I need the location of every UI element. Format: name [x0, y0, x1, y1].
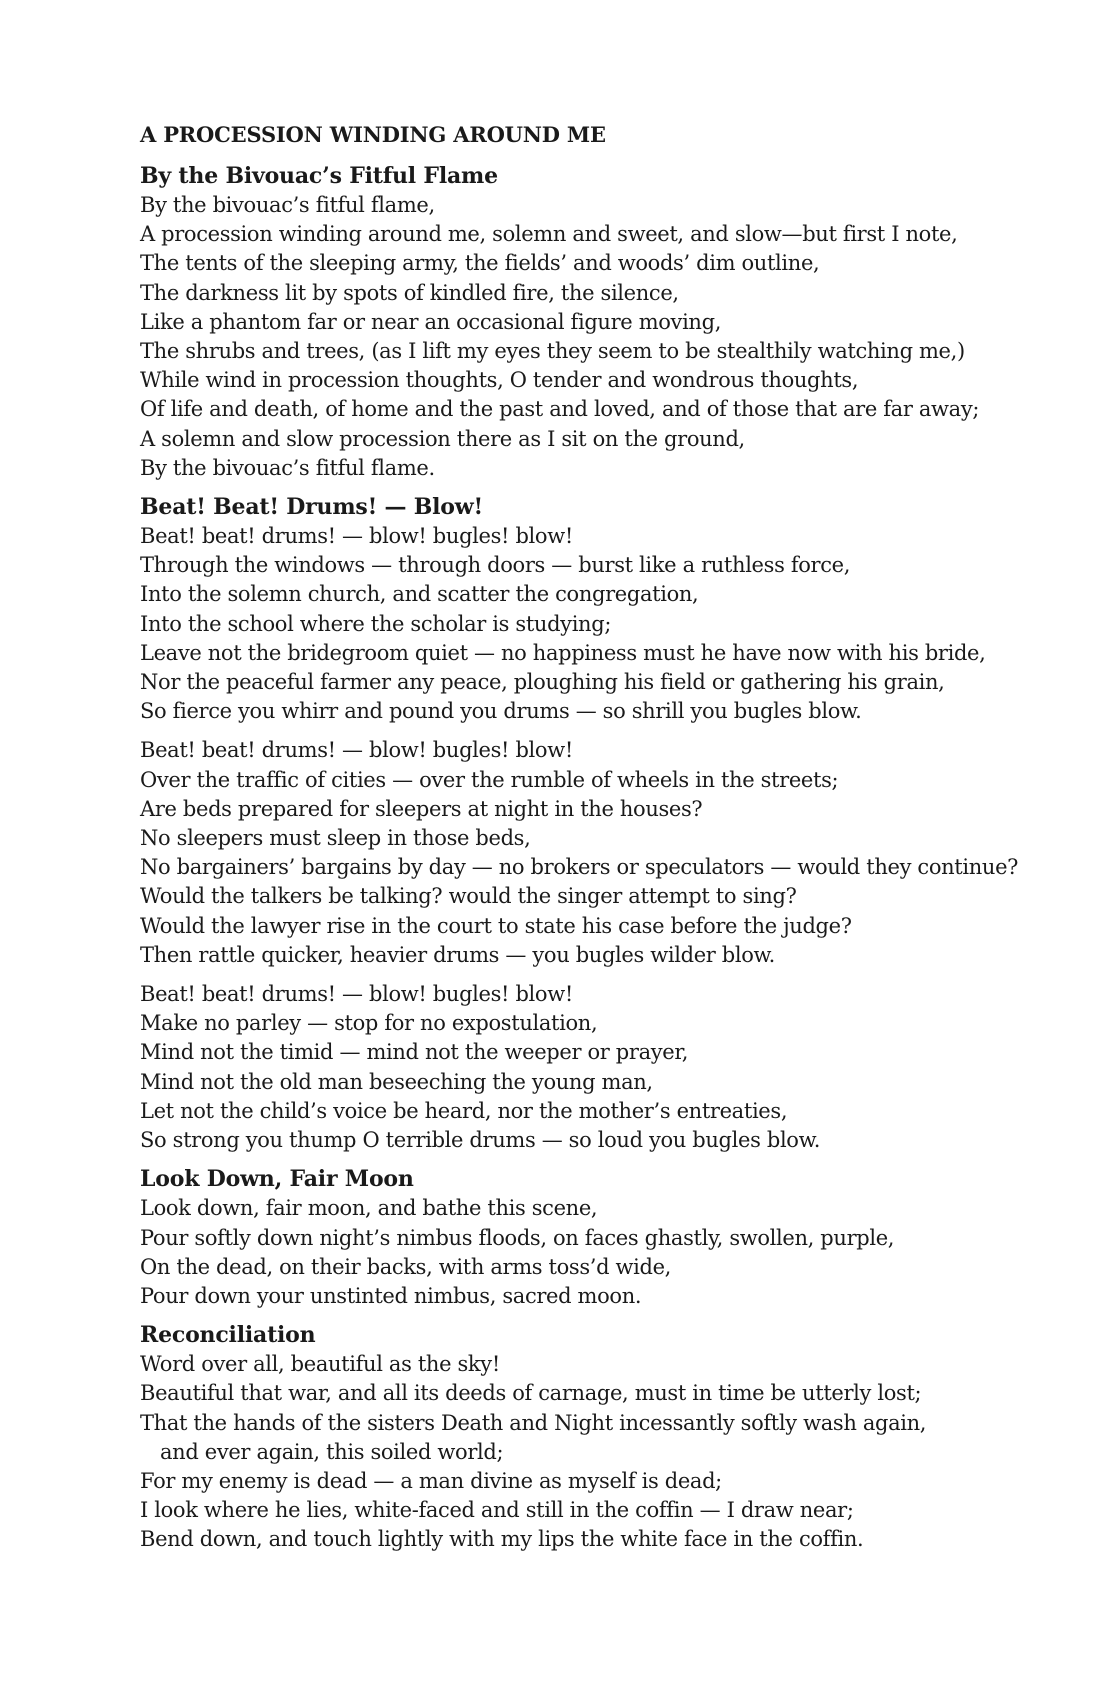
poem-title: By the Bivouac’s Fitful Flame: [140, 163, 498, 189]
poem: [140, 493, 1060, 1155]
poem-line: Like a phantom far or near an occasional figure moving,: [140, 309, 722, 334]
poem-line: So strong you thump O terrible drums — so loud you bugles blow.: [140, 1128, 821, 1153]
poem: [140, 1165, 1060, 1311]
poem: [140, 162, 1060, 483]
poem-line: By the bivouac’s fitful flame.: [140, 455, 435, 480]
poem-line: Would the talkers be talking? would the singer attempt to sing?: [140, 884, 797, 909]
poem-line: Are beds prepared for sleepers at night in the houses?: [140, 796, 703, 821]
poem-line: Mind not the timid — mind not the weeper or prayer,: [140, 1040, 689, 1065]
poem-line: Mind not the old man beseeching the young man,: [140, 1069, 653, 1094]
poem-line: Into the school where the scholar is studying;: [140, 611, 612, 636]
poem-line: Make no parley — stop for no expostulation,: [140, 1011, 598, 1036]
poem-line: Over the traffic of cities — over the rumble of wheels in the streets;: [140, 767, 839, 792]
poem-line: On the dead, on their backs, with arms toss’d wide,: [140, 1254, 671, 1279]
poem-line: For my enemy is dead — a man divine as myself is dead;: [140, 1468, 722, 1493]
poem-line: and ever again, this soiled world;: [160, 1439, 504, 1464]
stanza: [140, 1350, 1060, 1554]
stanza: [140, 1194, 1060, 1311]
poem-line: Pour down your unstinted nimbus, sacred moon.: [140, 1283, 642, 1308]
poem-title: Beat! Beat! Drums! — Blow!: [140, 494, 483, 521]
poem-line: Word over all, beautiful as the sky!: [140, 1352, 500, 1377]
document-page: [140, 112, 1060, 1565]
poem-line: Let not the child’s voice be heard, nor the mother’s entreaties,: [140, 1098, 788, 1123]
poem-line: While wind in procession thoughts, O tender and wondrous thoughts,: [140, 368, 859, 393]
poem-title: Look Down, Fair Moon: [140, 1166, 414, 1193]
poem-line: No sleepers must sleep in those beds,: [140, 826, 531, 851]
poem-line: Beat! beat! drums! — blow! bugles! blow!: [140, 982, 573, 1007]
poem-line: That the hands of the sisters Death and Night incessantly softly wash again,: [140, 1410, 927, 1435]
poem-line: A solemn and slow procession there as I sit on the ground,: [140, 426, 745, 451]
poem-line: The darkness lit by spots of kindled fire, the silence,: [140, 280, 679, 305]
poem-line: Pour softly down night’s nimbus floods, on faces ghastly, swollen, purple,: [140, 1225, 895, 1250]
poem-title: Reconciliation: [140, 1322, 316, 1349]
poem-line: Bend down, and touch lightly with my lips the white face in the coffin.: [140, 1527, 864, 1552]
document-title: A PROCESSION WINDING AROUND ME: [140, 122, 606, 147]
poem-line: Beat! beat! drums! — blow! bugles! blow!: [140, 524, 573, 549]
poem-line: A procession winding around me, solemn and sweet, and slow—but first I note,: [140, 222, 958, 247]
poem-line: Into the solemn church, and scatter the congregation,: [140, 582, 699, 607]
poem-line: Look down, fair moon, and bathe this scene,: [140, 1196, 598, 1221]
poem-line: Leave not the bridegroom quiet — no happiness must he have now with his bride,: [140, 640, 986, 665]
poem-line: Would the lawyer rise in the court to state his case before the judge?: [140, 913, 852, 938]
stanza: [140, 980, 1060, 1155]
poem-line: Beat! beat! drums! — blow! bugles! blow!: [140, 738, 573, 763]
poem-line: I look where he lies, white-faced and still in the coffin — I draw near;: [140, 1498, 854, 1523]
poem-line: Nor the peaceful farmer any peace, ploughing his field or gathering his grain,: [140, 670, 945, 695]
poem-line: The tents of the sleeping army, the fields’ and woods’ dim outline,: [140, 251, 820, 276]
poem-line: Of life and death, of home and the past and loved, and of those that are far away;: [140, 397, 980, 422]
poem: [140, 1321, 1060, 1554]
poem-line: No bargainers’ bargains by day — no brokers or speculators — would they continue?: [140, 855, 1019, 880]
poem-line: Beautiful that war, and all its deeds of carnage, must in time be utterly lost;: [140, 1381, 922, 1406]
poem-line: Through the windows — through doors — burst like a ruthless force,: [140, 553, 851, 578]
stanza: [140, 736, 1060, 970]
poem-line: The shrubs and trees, (as I lift my eyes they seem to be stealthily watching me,): [140, 339, 965, 364]
stanza: [140, 522, 1060, 726]
poem-line: Then rattle quicker, heavier drums — you bugles wilder blow.: [140, 942, 776, 967]
stanza: [140, 191, 1060, 483]
poem-line: So fierce you whirr and pound you drums — so shrill you bugles blow.: [140, 699, 862, 724]
poem-line: By the bivouac’s fitful flame,: [140, 193, 435, 217]
